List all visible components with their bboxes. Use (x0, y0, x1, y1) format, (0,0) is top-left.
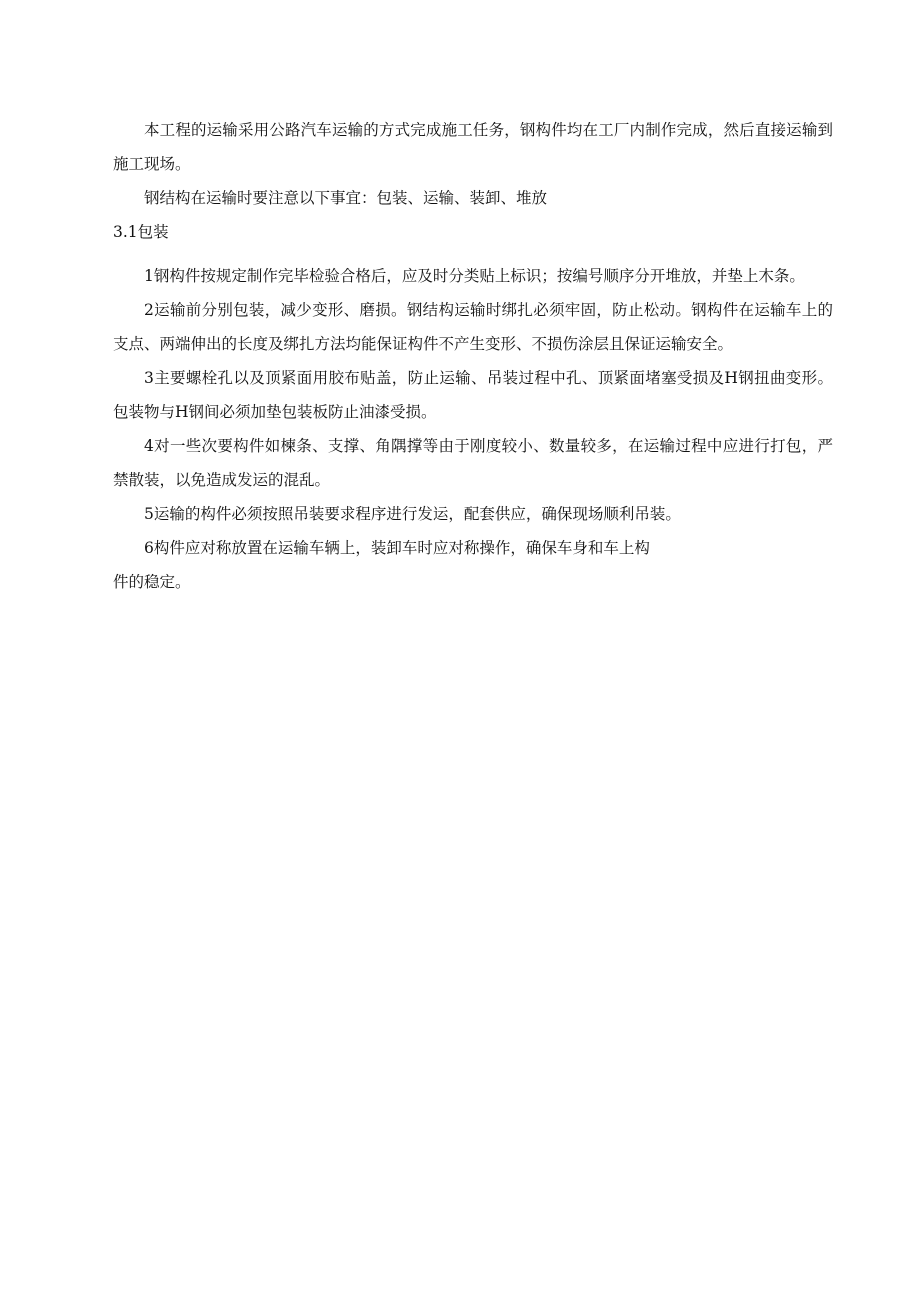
document-body (113, 113, 833, 599)
item-paragraph-1: 1钢构件按规定制作完毕检验合格后，应及时分类贴上标识；按编号顺序分开堆放，并垫上木条。 (144, 267, 805, 285)
item-paragraph-4: 4对一些次要构件如楝条、支撑、角隅撑等由于刚度较小、数量较多，在运输过程中应进行打包，严禁散装，以免造成发运的混乱。 (113, 437, 833, 489)
heading-spacer (113, 249, 833, 259)
item-paragraph-6: 6构件应对称放置在运输车辆上，装卸车时应对称操作，确保车身和车上构 (144, 539, 650, 557)
item-paragraph-6-continuation: 件的稳定。 (113, 573, 191, 591)
item-paragraph-2: 2运输前分别包装，减少变形、磨损。钢结构运输时绑扎必须牢固，防止松动。钢构件在运输车上的支点、两端伸出的长度及绑扎方法均能保证构件不产生变形、不损伤涂层且保证运输安全。 (113, 301, 833, 353)
intro-paragraph-2: 钢结构在运输时要注意以下事宜：包装、运输、装卸、堆放 (144, 189, 548, 207)
item-paragraph-5: 5运输的构件必须按照吊装要求程序进行发运，配套供应，确保现场顺利吊装。 (144, 505, 681, 523)
section-heading: 3.1包装 (113, 223, 169, 241)
intro-paragraph-1: 本工程的运输采用公路汽车运输的方式完成施工任务，钢构件均在工厂内制作完成，然后直接运输到施工现场。 (113, 121, 833, 173)
item-paragraph-3: 3主要螺栓孔以及顶紧面用胶布贴盖，防止运输、吊装过程中孔、顶紧面堵塞受损及H钢扭曲变形。包装物与H钢间必须加垫包装板防止油漆受损。 (113, 369, 833, 421)
